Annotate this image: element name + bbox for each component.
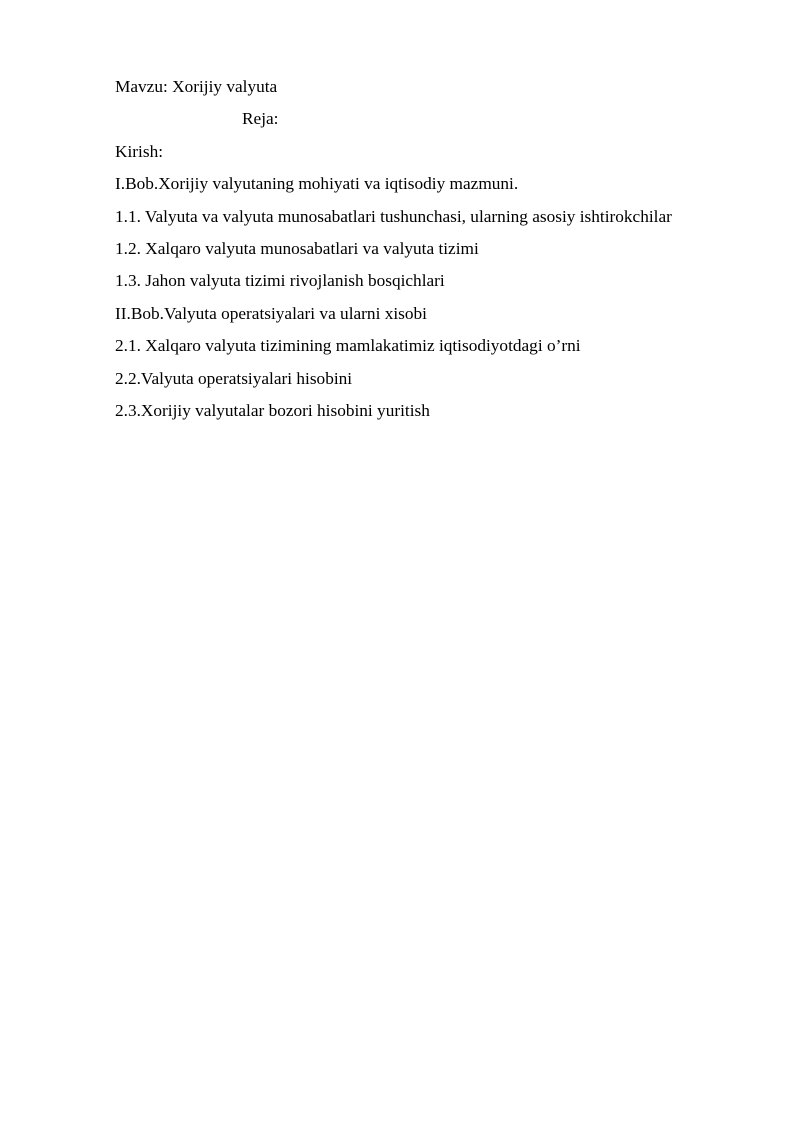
section-2-1: 2.1. Xalqaro valyuta tizimining mamlakatimiz iqtisodiyotdagi o’rni <box>115 336 581 356</box>
topic-line: Mavzu: Xorijiy valyuta <box>115 77 278 96</box>
section-1-2: 1.2. Xalqaro valyuta munosabatlari va valyuta tizimi <box>115 238 479 258</box>
section-1-1: 1.1. Valyuta va valyuta munosabatlari tushunchasi, ularning asosiy ishtirokchilar <box>115 206 672 226</box>
plan-heading: Reja: <box>242 109 279 129</box>
document-body <box>115 74 785 430</box>
section-2-3: 2.3.Xorijiy valyutalar bozori hisobini yuritish <box>115 400 430 420</box>
chapter-2-heading: II.Bob.Valyuta operatsiyalari va ularni xisobi <box>115 303 427 323</box>
section-1-3: 1.3. Jahon valyuta tizimi rivojlanish bosqichlari <box>115 271 445 291</box>
intro-line: Kirish: <box>115 141 164 161</box>
section-2-2: 2.2.Valyuta operatsiyalari hisobini <box>115 368 353 388</box>
chapter-1-heading: I.Bob.Xorijiy valyutaning mohiyati va iqtisodiy mazmuni. <box>115 174 519 194</box>
